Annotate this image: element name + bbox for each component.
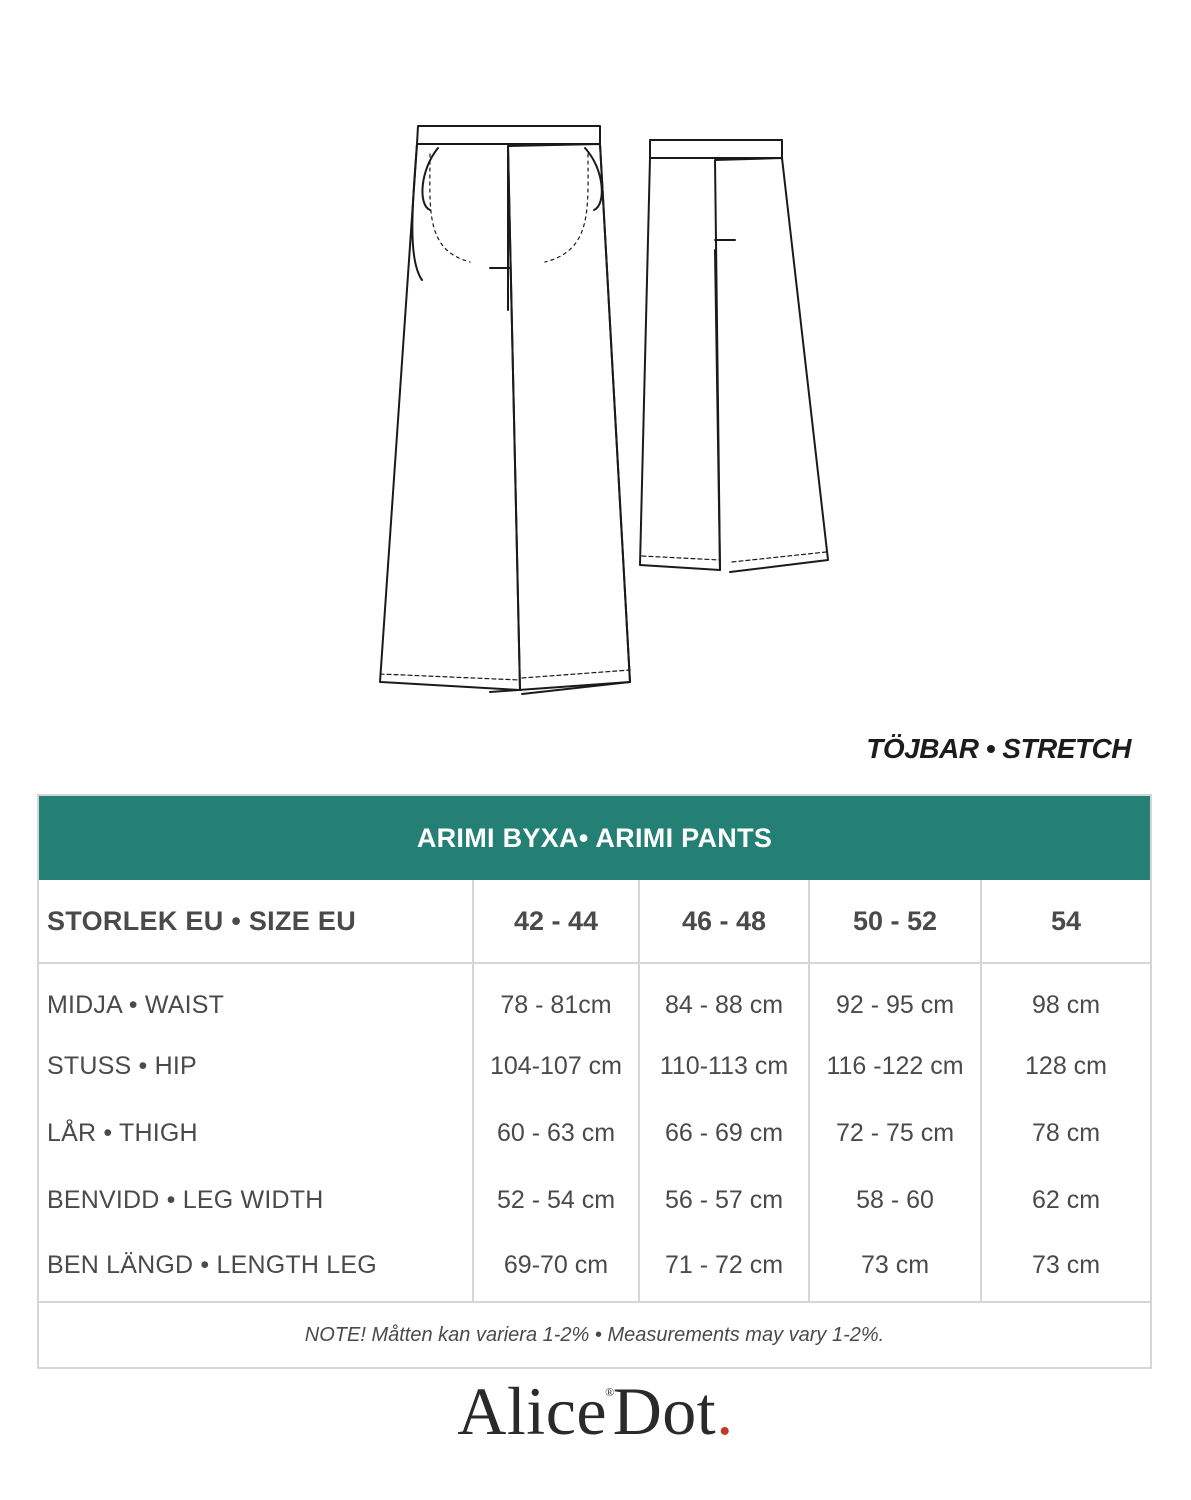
measurement-cell: 73 cm (981, 1234, 1151, 1302)
row-label: MIDJA • WAIST (47, 990, 225, 1019)
table-row-leg-width (38, 1167, 1151, 1234)
pants-front-view (380, 126, 630, 694)
logo-red-dot: . (716, 1373, 734, 1449)
logo-part-dot: Dot (612, 1373, 717, 1449)
measurement-cell: 72 - 75 cm (809, 1100, 981, 1167)
measurement-cell: 66 - 69 cm (639, 1100, 809, 1167)
size-col-header: 50 - 52 (809, 880, 981, 963)
table-row-hip (38, 1033, 1151, 1100)
measurement-cell: 52 - 54 cm (473, 1167, 639, 1234)
table-row-thigh (38, 1100, 1151, 1167)
row-label: BEN LÄNGD • LENGTH LEG (47, 1250, 377, 1279)
measurement-note: NOTE! Måtten kan variera 1-2% • Measurements may vary 1-2%. (38, 1302, 1151, 1368)
pants-technical-drawing (360, 110, 850, 710)
measurement-cell: 73 cm (809, 1234, 981, 1302)
measurement-cell: 58 - 60 (809, 1167, 981, 1234)
measurement-cell: 69-70 cm (473, 1234, 639, 1302)
stretch-label: TÖJBAR • STRETCH (866, 733, 1131, 764)
size-col-header: 54 (981, 880, 1151, 963)
measurement-cell: 110-113 cm (639, 1033, 809, 1100)
table-title: ARIMI BYXA• ARIMI PANTS (38, 795, 1151, 880)
logo-registered-mark: ® (605, 1385, 615, 1399)
pants-back-view (640, 140, 828, 572)
logo-part-alice: Alice (457, 1373, 608, 1449)
measurement-cell: 128 cm (981, 1033, 1151, 1100)
alicedot-logo (0, 1372, 1191, 1451)
measurement-cell: 60 - 63 cm (473, 1100, 639, 1167)
table-row-leg-length (38, 1234, 1151, 1302)
measurement-cell: 71 - 72 cm (639, 1234, 809, 1302)
row-label: LÅR • THIGH (47, 1119, 198, 1147)
row-label: STUSS • HIP (47, 1052, 197, 1080)
measurement-cell: 92 - 95 cm (809, 963, 981, 1033)
size-header-row (38, 880, 1151, 963)
size-col-header: 42 - 44 (473, 880, 639, 963)
measurement-cell: 56 - 57 cm (639, 1167, 809, 1234)
measurement-cell: 98 cm (981, 963, 1151, 1033)
measurement-cell: 84 - 88 cm (639, 963, 809, 1033)
measurement-cell: 78 - 81cm (473, 963, 639, 1033)
size-col-header: 46 - 48 (639, 880, 809, 963)
measurement-cell: 116 -122 cm (809, 1033, 981, 1100)
size-label: STORLEK EU • SIZE EU (38, 880, 473, 963)
measurement-cell: 104-107 cm (473, 1033, 639, 1100)
measurement-cell: 62 cm (981, 1167, 1151, 1234)
table-row-waist (38, 963, 1151, 1033)
measurement-cell: 78 cm (981, 1100, 1151, 1167)
row-label: BENVIDD • LEG WIDTH (47, 1186, 324, 1214)
size-chart-table (37, 794, 1152, 1369)
